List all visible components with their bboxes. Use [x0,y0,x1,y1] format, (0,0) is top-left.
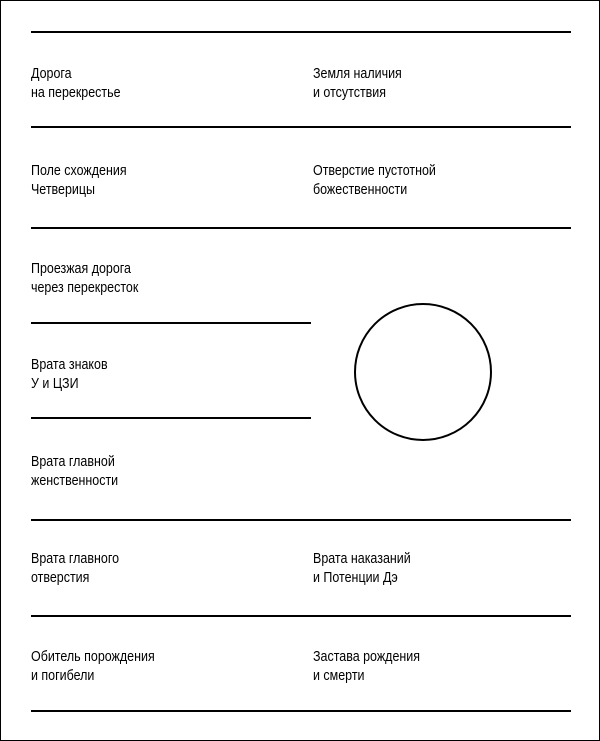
label-gate-of-signs: Врата знаков У и ЦЗИ [31,357,108,392]
label-passing-road: Проезжая дорога через перекресток [31,261,139,296]
circle-symbol [354,303,492,441]
divider-bottom [31,710,571,712]
divider-middle-1 [31,322,311,324]
label-field-of-convergence: Поле схождения Четверицы [31,163,127,198]
label-gate-of-femininity: Врата главной женственности [31,454,119,489]
divider-3 [31,519,571,521]
label-road-at-crossroads: Дорога на перекрестье [31,66,121,101]
label-land-of-presence: Земля наличия и отсутствия [313,66,402,101]
divider-middle-2 [31,417,311,419]
divider-2 [31,227,571,229]
label-gate-of-punishments: Врата наказаний и Потенции Дэ [313,551,411,586]
divider-1 [31,126,571,128]
label-abode-of-birth: Обитель порождения и погибели [31,649,155,684]
label-gate-of-main-opening: Врата главного отверстия [31,551,120,586]
label-opening-of-emptiness: Отверстие пустотной божественности [313,163,436,198]
label-outpost-of-birth: Застава рождения и смерти [313,649,420,684]
divider-4 [31,615,571,617]
divider-top [31,31,571,33]
